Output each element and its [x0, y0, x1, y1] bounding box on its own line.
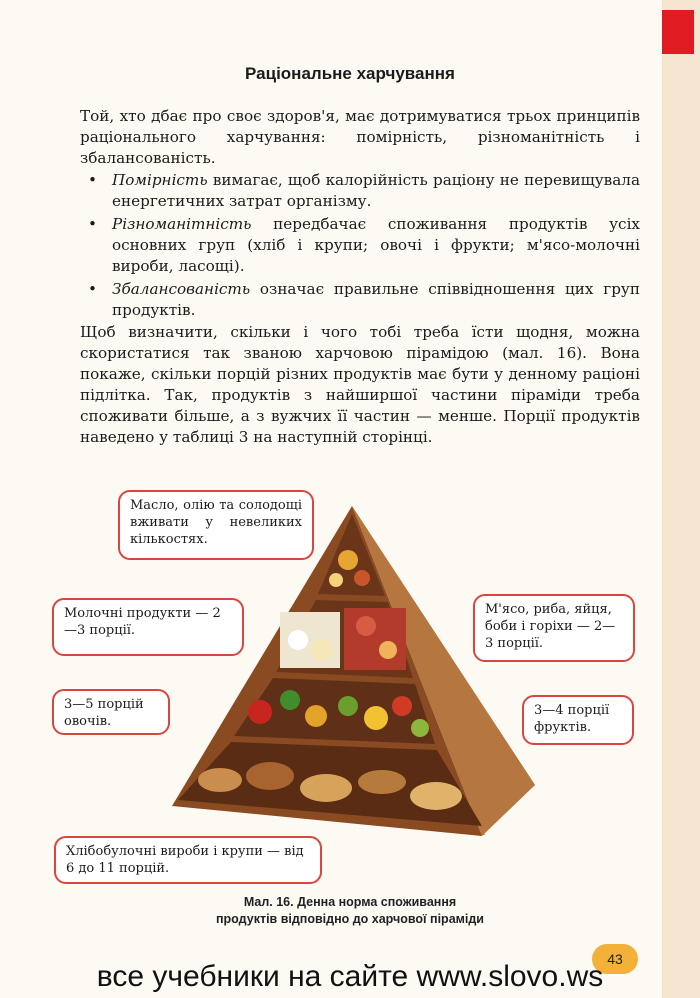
label-fruit: 3—4 порції фруктів. [522, 695, 634, 745]
list-item [80, 214, 640, 277]
term: Збалансованість [112, 280, 251, 298]
chapter-tab [662, 10, 694, 54]
label-fats-sweets: Масло, олію та солодощі вживати у невеликих кількостях. [118, 490, 314, 560]
page-side-strip [662, 0, 700, 998]
intro-paragraph [80, 106, 640, 169]
term-description: передбачає споживання продуктів усіх основних груп (хліб і крупи; овочі і фрукти; м'ясо-молочні вироби, ласощі). [112, 215, 640, 275]
page-title: Раціональне харчування [245, 64, 455, 83]
term-description: означає правильне співвідношення цих груп продуктів. [112, 280, 640, 319]
caption-line: продуктів відповідно до харчової піраміди [216, 912, 484, 926]
term-description: вимагає, щоб калорійність раціону не перевищувала енергетичних затрат організму. [112, 171, 640, 210]
intro-text: Той, хто дбає про своє здоров'я, має дотримуватися трьох принципів раціонального харчування: помірність, різноманітність і збалансованість. [80, 107, 640, 167]
footer-watermark: все учебники на сайте www.slovo.ws [96, 960, 604, 993]
term: Різноманітність [112, 215, 252, 233]
principles-list [80, 170, 640, 323]
term: Помірність [112, 171, 208, 189]
label-dairy: Молочні продукти — 2—3 порції. [52, 598, 244, 656]
figure-caption [0, 894, 700, 928]
paragraph-text: Щоб визначити, скільки і чого тобі треба їсти щодня, можна скористатися так званою харчовою пірамідою (мал. 16). Вона покаже, скільки порцій різних продуктів має бути у денному раціоні підлітка. Так, продуктів з найширшої частини піраміди треба споживати більше, а з вужчих її частин — менше. Порції продуктів наведено у таблиці 3 на наступній сторінці. [80, 323, 640, 446]
caption-line: Мал. 16. Денна норма споживання [243, 895, 457, 909]
page-number: 43 [592, 944, 638, 974]
label-vegetables: 3—5 порцій овочів. [52, 689, 170, 735]
list-item [80, 279, 640, 321]
label-meat: М'ясо, риба, яйця, боби і горіхи — 2—3 порції. [473, 594, 635, 662]
label-bread: Хлібобулочні вироби і крупи — від 6 до 11 порцій. [54, 836, 322, 884]
list-item [80, 170, 640, 212]
pyramid-paragraph [80, 322, 640, 448]
